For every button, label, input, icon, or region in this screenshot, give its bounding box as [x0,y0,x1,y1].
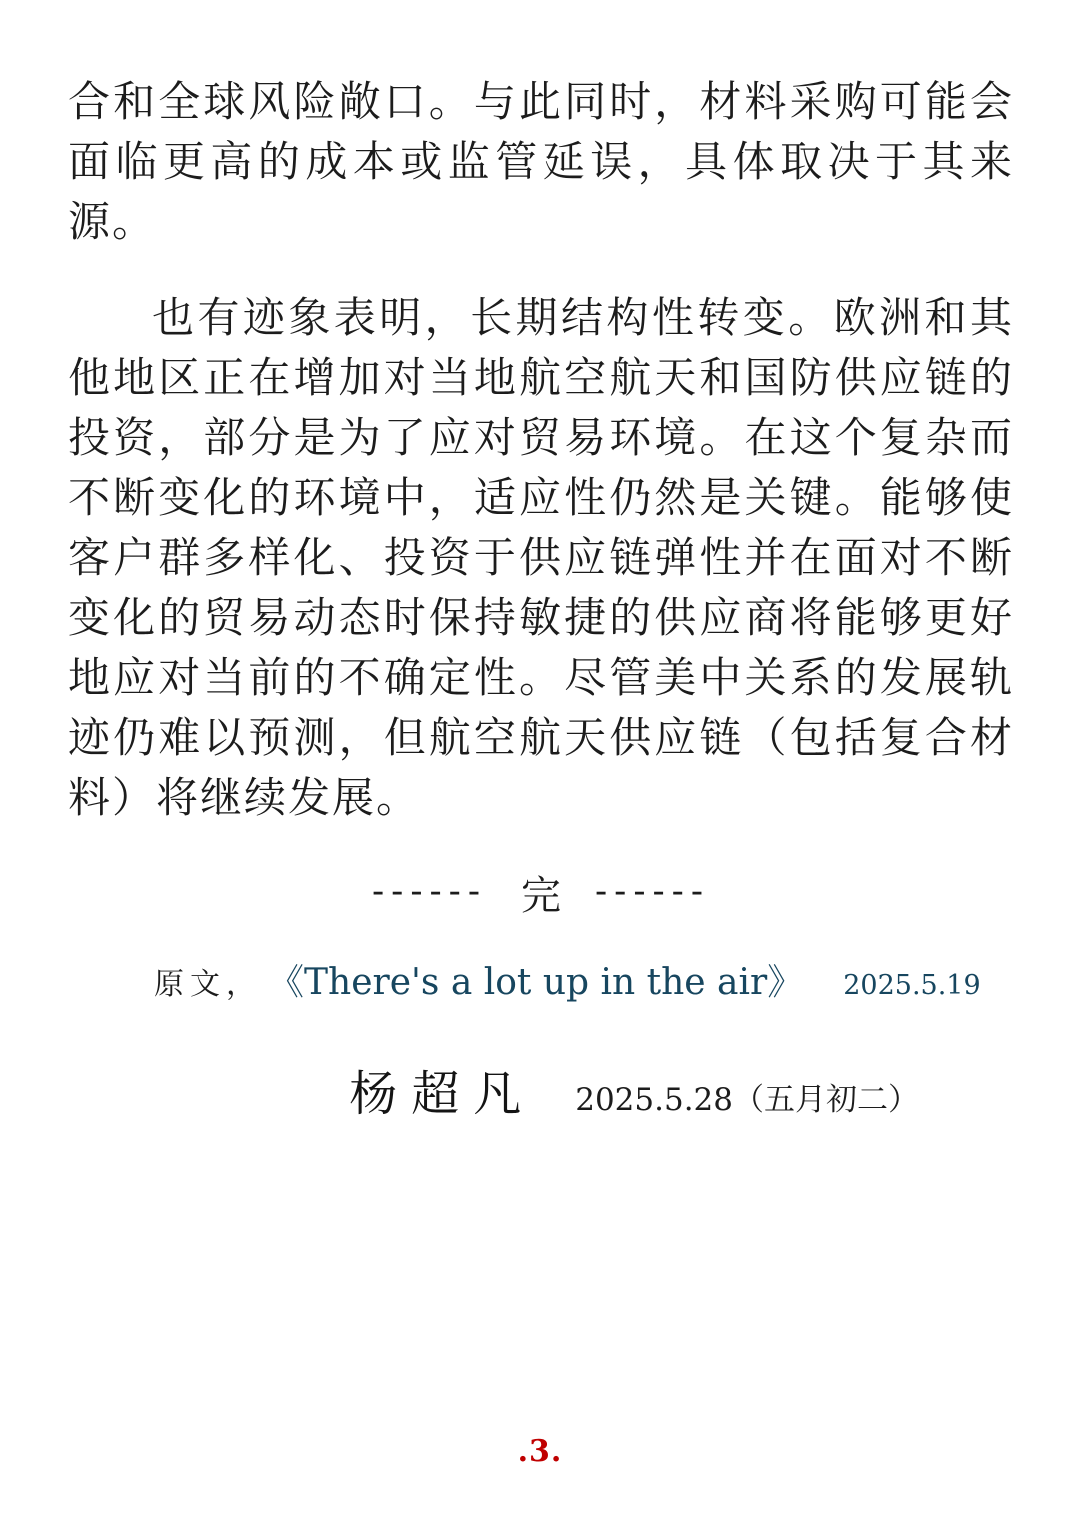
end-marker-character: 完 [521,873,561,919]
signature-date: 2025.5.28（五月初二） [575,1082,919,1118]
author-name: 杨超凡 [349,1066,536,1122]
end-marker-left-dashes: ------ [372,871,487,912]
signature-line [68,1055,1014,1124]
page-number: .3. [517,1434,563,1469]
end-marker-right-dashes: ------ [595,871,710,912]
paragraph-structural-shift: 也有迹象表明，长期结构性转变。欧洲和其他地区正在增加对当地航空航天和国防供应链的投资，部分是为了应对贸易环境。在这个复杂而不断变化的环境中，适应性仍然是关键。能够使客户群多样化、投资于供应链弹性并在面对不断变化的贸易动态时保持敏捷的供应商将能够更好地应对当前的不确定性。尽管美中关系的发展轨迹仍难以预测，但航空航天供应链（包括复合材料）将继续发展。 [68,293,1014,822]
source-article-title: 《There's a lot up in the air》 [268,962,804,1003]
end-marker [68,868,1014,926]
source-prefix-label: 原文， [154,967,262,1002]
source-article-date: 2025.5.19 [843,970,981,1001]
paragraph-continuation: 合和全球风险敞口。与此同时，材料采购可能会面临更高的成本或监管延误，具体取决于其来源。 [68,77,1014,246]
source-line [154,954,1014,1005]
